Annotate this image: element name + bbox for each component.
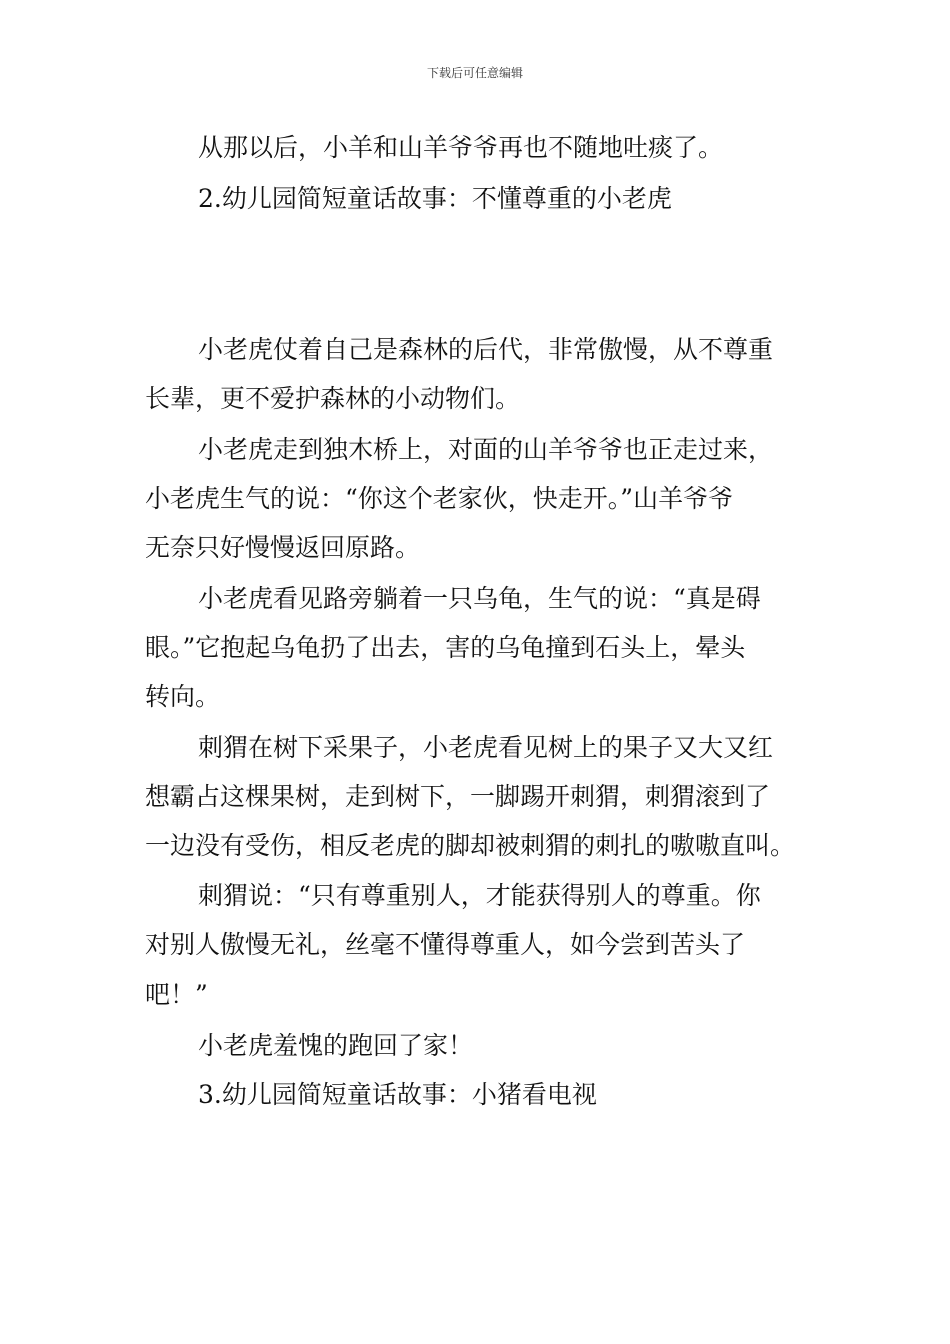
page-header: 下载后可任意编辑: [426, 66, 523, 80]
paragraph-line: 无奈只好慢慢返回原路。: [145, 533, 421, 562]
paragraph-line: 转向。: [145, 682, 221, 711]
paragraph-line: 小老虎仗着自己是森林的后代，非常傲慢，从不尊重: [198, 335, 774, 364]
paragraph-line: 从那以后，小羊和山羊爷爷再也不随地吐痰了。: [198, 133, 724, 162]
paragraph-line: 吧！”: [145, 980, 208, 1009]
paragraph-line: 小老虎生气的说：“你这个老家伙，快走开。”山羊爷爷: [145, 484, 734, 513]
paragraph-line: 小老虎走到独木桥上，对面的山羊爷爷也正走过来，: [198, 435, 774, 464]
paragraph-line: 对别人傲慢无礼，丝毫不懂得尊重人，如今尝到苦头了: [145, 930, 746, 959]
section-heading: 2.幼儿园简短童话故事：不懂尊重的小老虎: [198, 184, 672, 213]
paragraph-line: 眼。”它抱起乌龟扔了出去，害的乌龟撞到石头上，晕头: [145, 633, 746, 662]
section-heading: 3.幼儿园简短童话故事：小猪看电视: [198, 1080, 597, 1109]
paragraph-line: 长辈，更不爱护森林的小动物们。: [145, 384, 521, 413]
paragraph-line: 小老虎羞愧的跑回了家！: [198, 1031, 474, 1060]
paragraph-line: 想霸占这棵果树，走到树下，一脚踢开刺猬，刺猬滚到了: [145, 782, 771, 811]
paragraph-line: 小老虎看见路旁躺着一只乌龟，生气的说：“真是碍: [198, 584, 761, 613]
paragraph-line: 刺猬说：“只有尊重别人，才能获得别人的尊重。你: [198, 881, 761, 910]
paragraph-line: 一边没有受伤，相反老虎的脚却被刺猬的刺扎的嗷嗷直叫。: [145, 831, 796, 860]
paragraph-line: 刺猬在树下采果子，小老虎看见树上的果子又大又红: [198, 733, 774, 762]
